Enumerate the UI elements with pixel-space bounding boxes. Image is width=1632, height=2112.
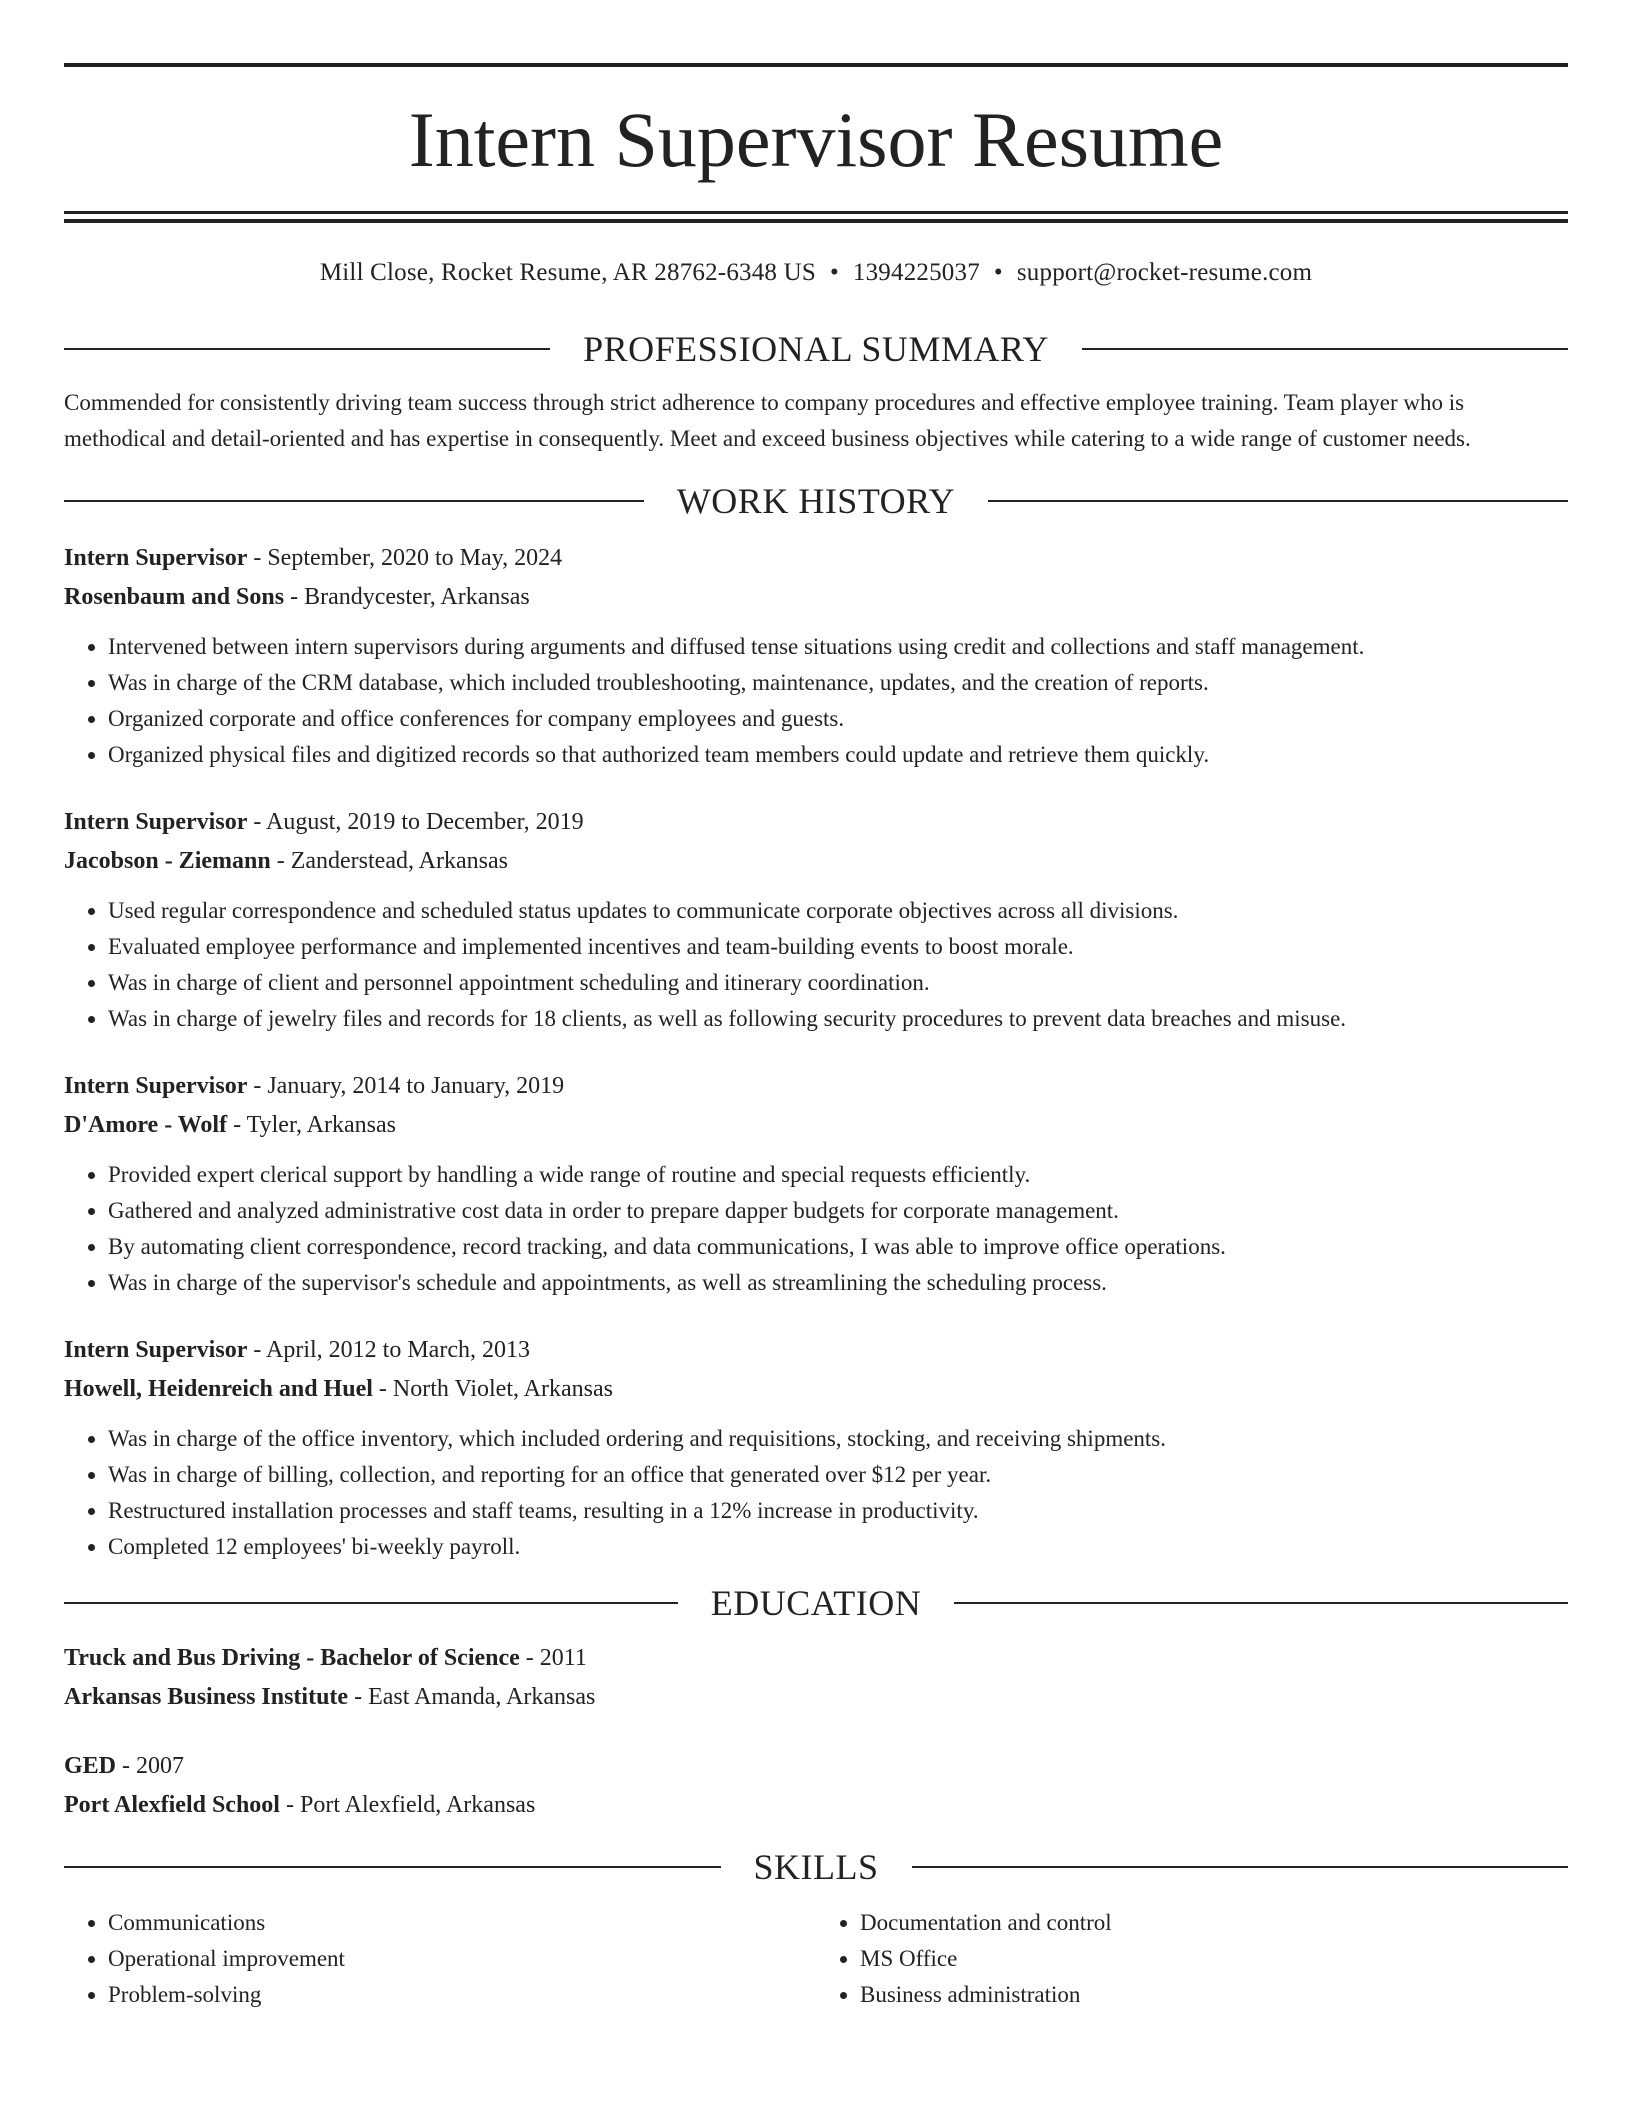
section-title: EDUCATION (710, 1583, 922, 1623)
job-role: Intern Supervisor (64, 1073, 248, 1099)
job-company-line (64, 842, 1568, 881)
job-title-line (64, 539, 1568, 578)
job-bullet: • Was in charge of jewelry files and records for 18 clients, as well as following security procedures to prevent data breaches and misuse. (108, 1001, 1568, 1037)
skill-item: • Problem-solving (108, 1977, 816, 2013)
job-company: Rosenbaum and Sons (64, 584, 285, 610)
section-heading-summary (64, 325, 1568, 373)
job-bullet: • Used regular correspondence and scheduled status updates to communicate corporate objectives across all divisions. (108, 893, 1568, 929)
school-location: - East Amanda, Arkansas (348, 1684, 596, 1710)
education-entry (64, 1639, 1568, 1717)
job-bullet: • Was in charge of the CRM database, which included troubleshooting, maintenance, updates, and the creation of reports. (108, 665, 1568, 701)
skill-item: • MS Office (860, 1941, 1568, 1977)
contact-line (64, 257, 1568, 289)
job-entry (64, 1067, 1568, 1301)
school-line (64, 1786, 1568, 1825)
top-rule (64, 63, 1568, 67)
job-location: - Brandycester, Arkansas (284, 584, 530, 610)
degree-line (64, 1747, 1568, 1786)
degree-line (64, 1639, 1568, 1678)
job-role: Intern Supervisor (64, 545, 248, 571)
heading-rule (988, 500, 1568, 502)
job-entry (64, 1331, 1568, 1565)
contact-separator: • (829, 259, 839, 286)
heading-rule (1082, 348, 1568, 350)
section-title: SKILLS (753, 1847, 879, 1887)
job-company: Jacobson - Ziemann (64, 848, 271, 874)
job-bullet: • Was in charge of the office inventory, which included ordering and requisitions, stocking, and receiving shipments. (108, 1421, 1568, 1457)
contact-separator: • (993, 259, 1003, 286)
job-location: - North Violet, Arkansas (372, 1376, 613, 1402)
job-bullet: • Was in charge of billing, collection, and reporting for an office that generated over $12 per year. (108, 1457, 1568, 1493)
job-bullet: • Evaluated employee performance and implemented incentives and team-building events to boost morale. (108, 929, 1568, 965)
contact-email[interactable]: support@rocket-resume.com (1016, 259, 1313, 286)
job-company-line (64, 578, 1568, 617)
job-bullet: • By automating client correspondence, record tracking, and data communications, I was able to improve office operations. (108, 1229, 1568, 1265)
skills-list-right (816, 1905, 1568, 2013)
school-name: Port Alexfield School (64, 1792, 280, 1818)
skills-list-left (64, 1905, 816, 2013)
summary-text: Commended for consistently driving team success through strict adherence to company procedures and effective employee training. Team player who is methodical and detail-oriented and has expertise in consequently. Meet and exceed business objectives while catering to a wide range of customer needs. (64, 390, 1471, 451)
job-company-line (64, 1370, 1568, 1409)
job-role: Intern Supervisor (64, 809, 248, 835)
degree-year: - 2007 (116, 1753, 185, 1779)
section-heading-work (64, 477, 1568, 525)
education-list (64, 1639, 1568, 1825)
heading-rule (64, 500, 644, 502)
education-entry (64, 1747, 1568, 1825)
contact-address: Mill Close, Rocket Resume, AR 28762-6348 US (319, 259, 816, 286)
page-title: Intern Supervisor Resume (408, 96, 1224, 183)
section-title: WORK HISTORY (676, 481, 956, 521)
school-name: Arkansas Business Institute (64, 1684, 349, 1710)
heading-rule (64, 348, 550, 350)
degree-name: Truck and Bus Driving - Bachelor of Science (64, 1645, 520, 1671)
job-location: - Tyler, Arkansas (227, 1112, 396, 1138)
job-role: Intern Supervisor (64, 1337, 248, 1363)
job-bullet: • Organized corporate and office conferences for company employees and guests. (108, 701, 1568, 737)
job-title-line (64, 803, 1568, 842)
section-heading-skills (64, 1843, 1568, 1891)
contact-phone: 1394225037 (852, 259, 980, 286)
heading-rule (64, 1866, 721, 1868)
job-bullet: • Was in charge of client and personnel appointment scheduling and itinerary coordination. (108, 965, 1568, 1001)
skill-item: • Operational improvement (108, 1941, 816, 1977)
job-bullets (64, 1157, 1568, 1301)
job-title-line (64, 1331, 1568, 1370)
job-bullet: • Intervened between intern supervisors during arguments and diffused tense situations using credit and collections and staff management. (108, 629, 1568, 665)
job-location: - Zanderstead, Arkansas (270, 848, 508, 874)
job-bullets (64, 629, 1568, 773)
job-dates: - September, 2020 to May, 2024 (247, 545, 563, 571)
job-bullet: • Provided expert clerical support by handling a wide range of routine and special requests efficiently. (108, 1157, 1568, 1193)
section-title: PROFESSIONAL SUMMARY (583, 329, 1049, 369)
job-company: D'Amore - Wolf (64, 1112, 228, 1138)
job-company-line (64, 1106, 1568, 1145)
job-title-line (64, 1067, 1568, 1106)
skill-item: • Communications (108, 1905, 816, 1941)
job-bullets (64, 893, 1568, 1037)
heading-rule (912, 1866, 1569, 1868)
job-bullets (64, 1421, 1568, 1565)
skill-item: • Business administration (860, 1977, 1568, 2013)
title-double-rule (64, 211, 1568, 223)
school-line (64, 1678, 1568, 1717)
job-dates: - April, 2012 to March, 2013 (247, 1337, 530, 1363)
job-bullet: • Was in charge of the supervisor's schedule and appointments, as well as streamlining the scheduling process. (108, 1265, 1568, 1301)
job-bullet: • Gathered and analyzed administrative cost data in order to prepare dapper budgets for corporate management. (108, 1193, 1568, 1229)
job-bullet: • Completed 12 employees' bi-weekly payroll. (108, 1529, 1568, 1565)
job-bullet: • Restructured installation processes and staff teams, resulting in a 12% increase in productivity. (108, 1493, 1568, 1529)
school-location: - Port Alexfield, Arkansas (279, 1792, 536, 1818)
skills-columns (64, 1905, 1568, 2013)
degree-year: - 2011 (519, 1645, 587, 1671)
degree-name: GED (64, 1753, 117, 1779)
heading-rule (64, 1602, 678, 1604)
job-entry (64, 803, 1568, 1037)
job-company: Howell, Heidenreich and Huel (64, 1376, 373, 1402)
section-heading-education (64, 1579, 1568, 1627)
job-entry (64, 539, 1568, 773)
job-dates: - January, 2014 to January, 2019 (247, 1073, 565, 1099)
job-bullet: • Organized physical files and digitized records so that authorized team members could update and retrieve them quickly. (108, 737, 1568, 773)
heading-rule (954, 1602, 1568, 1604)
job-dates: - August, 2019 to December, 2019 (247, 809, 584, 835)
work-history-list (64, 539, 1568, 1565)
skill-item: • Documentation and control (860, 1905, 1568, 1941)
